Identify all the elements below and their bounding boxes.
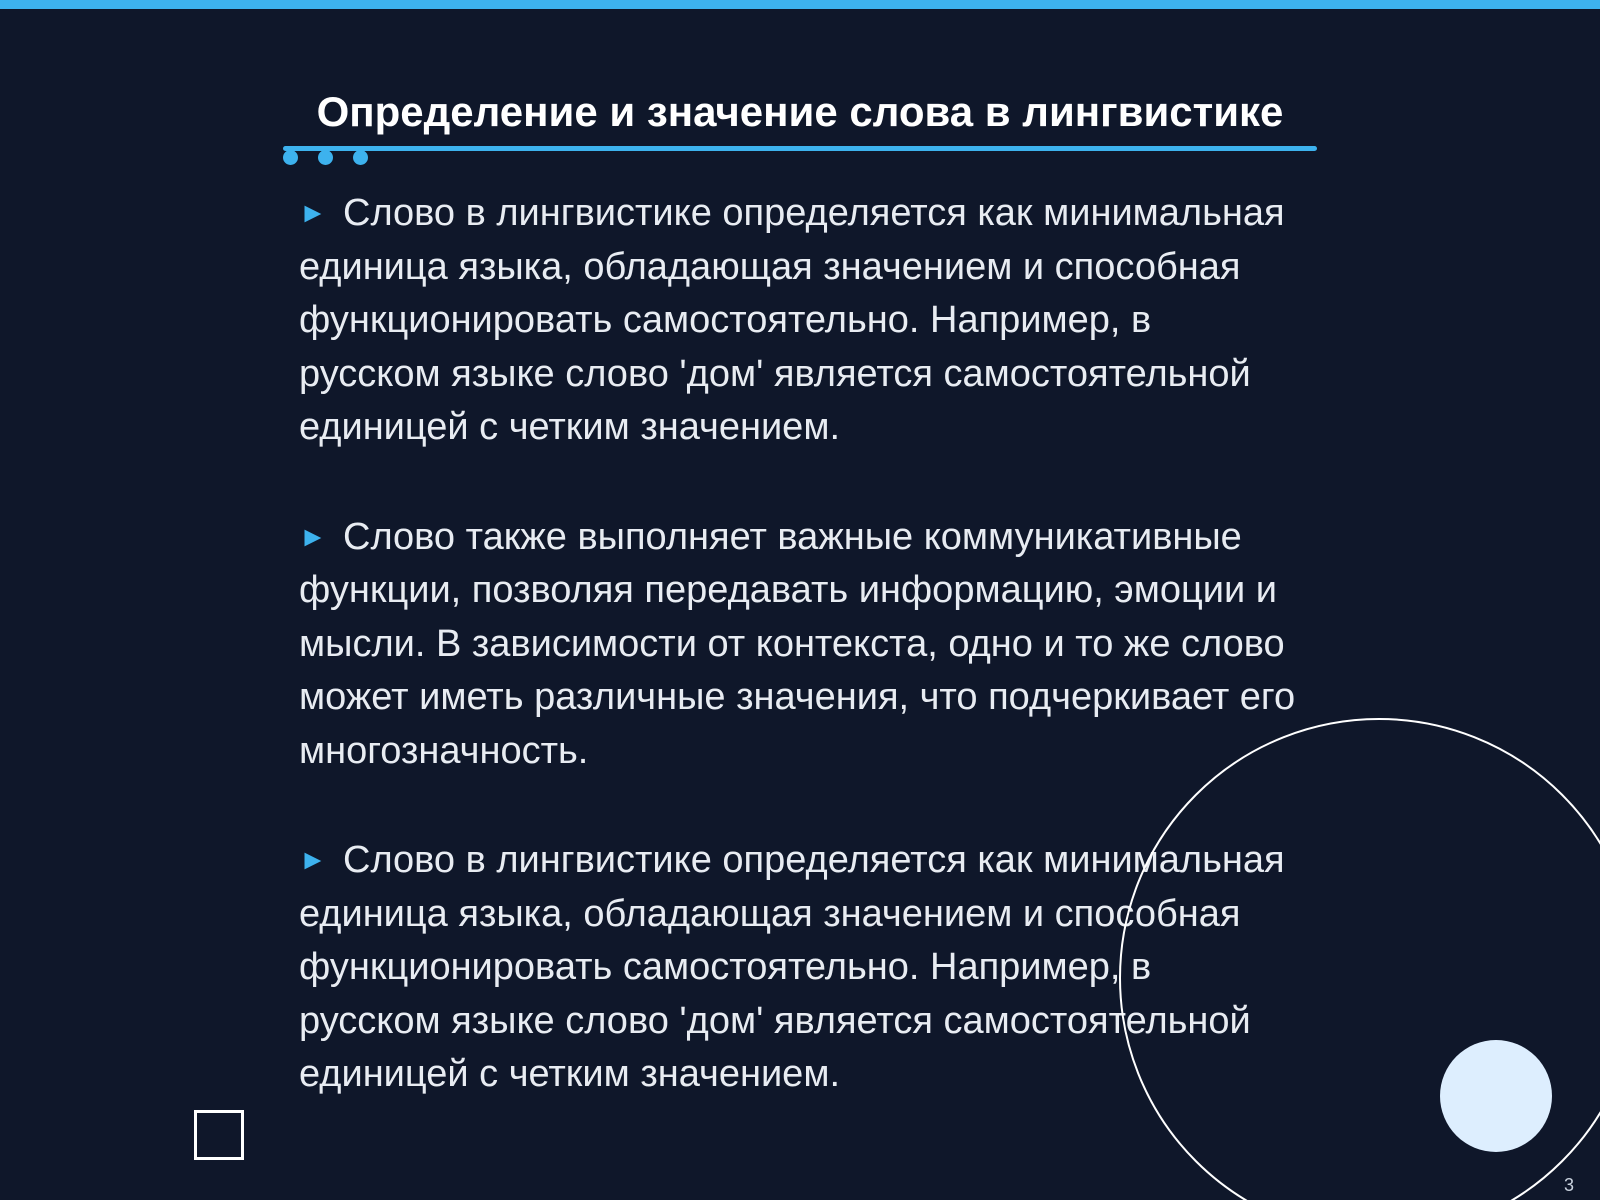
page-number: 3 [1563, 1175, 1574, 1195]
bullet-text: Слово в лингвистике определяется как минимальная единица языка, обладающая значением и способная функционировать самостоятельно. Например, в русском языке слово 'дом' является самостоятельной единицей с четким значением. [299, 192, 1285, 448]
bullet-arrow-icon: ► [299, 520, 327, 552]
top-accent-bar [0, 0, 1600, 9]
decor-dot-3 [353, 150, 368, 165]
bullet-text: Слово в лингвистике определяется как минимальная единица языка, обладающая значением и способная функционировать самостоятельно. Например, в русском языке слово 'дом' является самостоятельной единицей с четким значением. [299, 839, 1285, 1095]
bullet-text: Слово также выполняет важные коммуникативные функции, позволяя передавать информацию, эмоции и мысли. В зависимости от контекста, одно и то же слово может иметь различные значения, что подчеркивает его многозначность. [299, 515, 1296, 772]
bullet-arrow-icon: ► [299, 844, 327, 875]
slide-title: Определение и значение слова в лингвистике [316, 88, 1284, 135]
decor-square-outline [194, 1110, 244, 1160]
bullet-arrow-icon: ► [299, 197, 327, 228]
decor-filled-circle [1440, 1040, 1552, 1152]
bullet-item [299, 833, 1299, 1102]
decor-dot-2 [318, 150, 333, 165]
decor-dot-1 [283, 150, 298, 165]
bullet-item [299, 510, 1299, 779]
bullet-list [299, 186, 1299, 1157]
bullet-item [299, 186, 1299, 455]
